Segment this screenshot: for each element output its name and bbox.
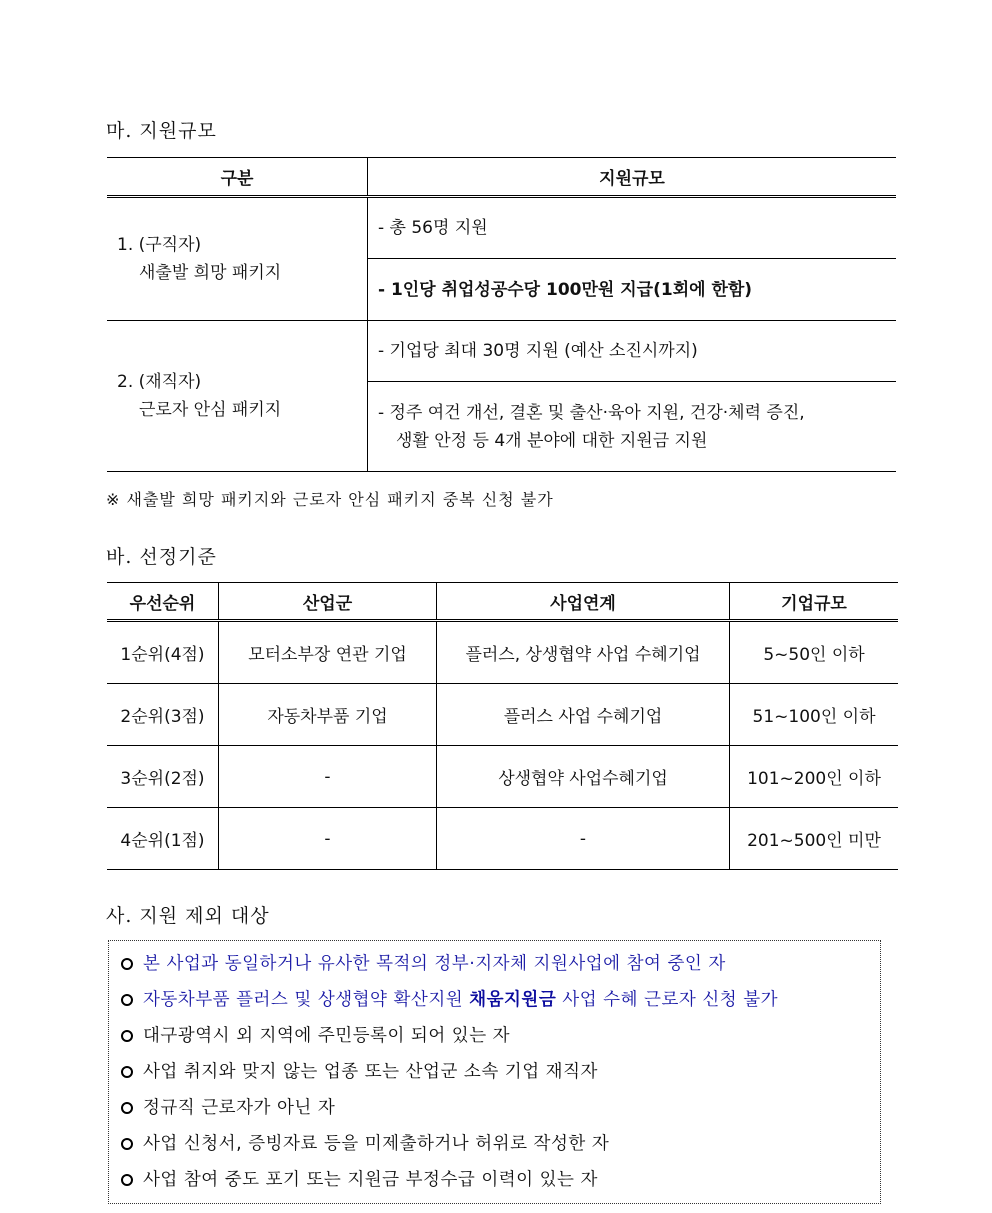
table-header: 산업군 — [219, 583, 437, 621]
table-cell: 101~200인 이하 — [730, 746, 899, 808]
category-cell — [107, 321, 368, 472]
list-item-text: 본 사업과 동일하거나 유사한 목적의 정부·지자체 지원사업에 참여 중인 자 — [143, 954, 726, 974]
list-item — [121, 1165, 880, 1201]
table-cell: - — [219, 808, 437, 870]
table-row — [107, 746, 898, 808]
category-name: 새출발 희망 패키지 — [139, 263, 282, 283]
support-item: - 기업당 최대 30명 지원 (예산 소진시까지) — [368, 321, 897, 382]
list-item-text: 사업 취지와 맞지 않는 업종 또는 산업군 소속 기업 재직자 — [143, 1062, 598, 1082]
table-cell: 상생협약 사업수혜기업 — [437, 746, 730, 808]
list-item-text: 사업 참여 중도 포기 또는 지원금 부정수급 이력이 있는 자 — [143, 1170, 598, 1190]
table-cell: 4순위(1점) — [107, 808, 219, 870]
list-item-text: 사업 수혜 근로자 신청 불가 — [556, 990, 779, 1010]
table-header: 지원규모 — [368, 158, 897, 197]
category-cell — [107, 197, 368, 321]
section-title-support-scale: 마. 지원규모 — [106, 120, 217, 142]
list-item — [121, 1057, 880, 1093]
table-header: 구분 — [107, 158, 368, 197]
table-header: 사업연계 — [437, 583, 730, 621]
circle-bullet-icon — [121, 994, 133, 1006]
support-item: - 총 56명 지원 — [368, 197, 897, 259]
circle-bullet-icon — [121, 1138, 133, 1150]
list-item-text: 사업 신청서, 증빙자료 등을 미제출하거나 허위로 작성한 자 — [143, 1134, 610, 1154]
circle-bullet-icon — [121, 958, 133, 970]
support-scale-table — [107, 157, 896, 472]
table-cell: 모터소부장 연관 기업 — [219, 621, 437, 684]
circle-bullet-icon — [121, 1066, 133, 1078]
circle-bullet-icon — [121, 1174, 133, 1186]
table-cell: 플러스 사업 수혜기업 — [437, 684, 730, 746]
list-item-emphasis: 채움지원금 — [469, 990, 557, 1010]
table-cell: 1순위(4점) — [107, 621, 219, 684]
table-cell: 51~100인 이하 — [730, 684, 899, 746]
section-title-exclusions: 사. 지원 제외 대상 — [106, 905, 270, 927]
category-label: 1. (구직자) — [117, 235, 202, 255]
table-cell: 2순위(3점) — [107, 684, 219, 746]
list-item — [121, 1129, 880, 1165]
category-name: 근로자 안심 패키지 — [139, 400, 282, 420]
exclusion-box — [108, 940, 881, 1204]
circle-bullet-icon — [121, 1030, 133, 1042]
list-item-text: 대구광역시 외 지역에 주민등록이 되어 있는 자 — [143, 1026, 511, 1046]
table-cell: 5~50인 이하 — [730, 621, 899, 684]
selection-criteria-table — [107, 582, 898, 870]
table-cell: 3순위(2점) — [107, 746, 219, 808]
table-header: 우선순위 — [107, 583, 219, 621]
support-item — [368, 382, 897, 472]
list-item-text: 자동차부품 플러스 및 상생협약 확산지원 — [143, 990, 470, 1010]
circle-bullet-icon — [121, 1102, 133, 1114]
list-item — [121, 1093, 880, 1129]
category-label: 2. (재직자) — [117, 372, 202, 392]
table-row — [107, 621, 898, 684]
duplicate-note: ※ 새출발 희망 패키지와 근로자 안심 패키지 중복 신청 불가 — [106, 490, 554, 509]
table-cell: 자동차부품 기업 — [219, 684, 437, 746]
list-item-text: 정규직 근로자가 아닌 자 — [143, 1098, 336, 1118]
support-item-line: 생활 안정 등 4개 분야에 대한 지원금 지원 — [396, 430, 708, 451]
section-title-selection-criteria: 바. 선정기준 — [106, 546, 217, 568]
support-item-line: - 정주 여건 개선, 결혼 및 출산·육아 지원, 건강·체력 증진, — [378, 402, 805, 423]
table-cell: - — [219, 746, 437, 808]
list-item — [121, 949, 880, 985]
support-item-bold: - 1인당 취업성공수당 100만원 지급(1회에 한함) — [368, 259, 897, 321]
table-row — [107, 684, 898, 746]
table-cell: - — [437, 808, 730, 870]
list-item — [121, 985, 880, 1021]
list-item — [121, 1021, 880, 1057]
table-header: 기업규모 — [730, 583, 899, 621]
table-row — [107, 808, 898, 870]
table-cell: 플러스, 상생협약 사업 수혜기업 — [437, 621, 730, 684]
table-cell: 201~500인 미만 — [747, 831, 881, 851]
